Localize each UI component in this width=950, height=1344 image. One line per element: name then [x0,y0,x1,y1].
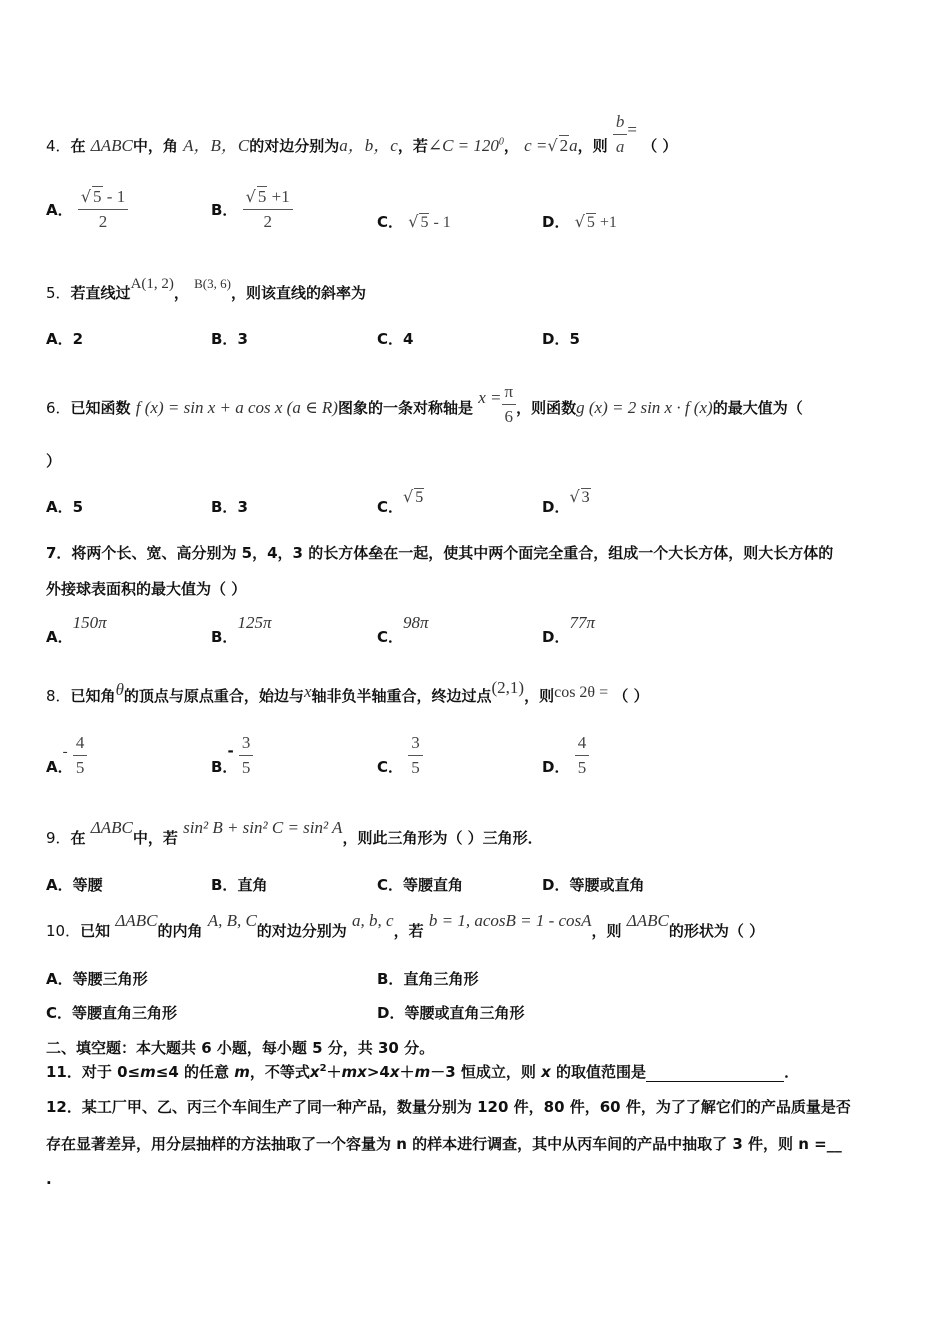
question-number: 8． [46,687,71,705]
math-axis-fraction: $\frac{\pi}{6}$ [502,382,517,427]
question-number: 10． [46,922,81,940]
math-triangle: ΔABC [90,818,133,837]
question-11: 11．对于 0≤m≤4 的任意 m，不等式$x^2+mx>4x+m-3$ 恒成立，则 x 的取值范围是 ． [46,1063,800,1081]
answer-blank[interactable] [646,1063,784,1082]
q6-option-c[interactable]: C．√ 5 [377,487,424,516]
math-point-a: A(1, 2) [130,276,174,292]
question-12-line-1: 12．某工厂甲、乙、丙三个车间生产了同一种产品，数量分别为 120 件，80 件，60 件，为了了解它们的产品质量是否 [46,1098,851,1116]
q5-option-a[interactable]: A．2 [46,330,84,348]
q6-option-a[interactable]: A．5 [46,498,84,516]
q9-option-c[interactable]: C．等腰直角 [377,876,464,894]
q7-option-a[interactable]: A．150π [46,613,107,646]
q6-option-b[interactable]: B．3 [211,498,248,516]
q10-option-c[interactable]: C．等腰直角三角形 [46,1004,178,1022]
q9-option-b[interactable]: B．直角 [211,876,268,894]
q4-option-a[interactable]: A． $\frac{√ 5 - 1}{2}$ [46,186,128,232]
q10-option-a[interactable]: A．等腰三角形 [46,970,148,988]
q5-option-d[interactable]: D．5 [542,330,580,348]
math-condition-2: c =√ 2a [524,136,578,155]
q7-option-d[interactable]: D．77π [542,613,595,646]
q10-option-d[interactable]: D．等腰或直角三角形 [377,1004,525,1022]
math-ratio: $\frac{b}{a}$ [613,112,628,157]
q5-option-b[interactable]: B．3 [211,330,248,348]
question-12-line-2: 存在显著差异，用分层抽样的方法抽取了一个容量为 n 的样本进行调查，其中从丙车间的产品中抽取了 3 件，则 n =__ [46,1135,842,1153]
math-expression: sin² B + sin² C = sin² A [183,818,343,837]
question-12-line-3: . [46,1170,52,1188]
question-number: 9． [46,829,71,847]
q8-option-d[interactable]: D． $\frac{4}{5}$ [542,733,589,778]
question-9: 9．在 ΔABC中，若 sin² B + sin² C = sin² A，则此三角形为（ ）三角形． [46,818,543,847]
q7-option-b[interactable]: B．125π [211,613,272,646]
q10-option-b[interactable]: B．直角三角形 [377,970,479,988]
q8-option-c[interactable]: C． $\frac{3}{5}$ [377,733,423,778]
math-angles: A，B，C [183,136,250,155]
math-triangle: ΔABC [90,136,133,155]
math-condition: b = 1, acosB = 1 - cosA [428,911,592,930]
question-number: 4． [46,137,71,155]
question-7-line-2: 外接球表面积的最大值为（ ） [46,580,247,598]
q4-option-c[interactable]: C． √ 5 - 1 [377,212,451,231]
math-function-g: g (x) = 2 sin x · f (x) [576,398,713,417]
question-10: 10．已知 ΔABC的内角 A, B, C的对边分别为 a, b, c，若 b = 1, acosB = 1 - cosA，则 ΔABC的形状为（ ） [46,911,765,940]
math-function-f: f (x) = sin x + a cos x (a ∈ R) [135,398,338,417]
question-6: 6．已知函数 f (x) = sin x + a cos x (a ∈ R)图象的一条对称轴是 x = $\frac{\pi}{6}$ ，则函数g (x) = 2 sin x · f (x)的最大值为（ [46,382,803,426]
math-expression: cos 2θ = [554,684,609,701]
q8-option-a[interactable]: A．- $\frac{4}{5}$ [46,733,87,778]
question-4: 4．在 ΔABC中，角 A，B，C的对边分别为a，b，c，若∠C = $120^0$， c =√ 2a，则 $\frac{b}{a}$ = （ ） [46,112,678,156]
q8-option-b[interactable]: B．- $\frac{3}{5}$ [211,733,253,778]
section-heading: 二、填空题：本大题共 6 小题，每小题 5 分，共 30 分。 [46,1039,435,1057]
question-number: 5． [46,284,71,302]
math-sides: a，b，c [339,136,398,155]
q7-option-c[interactable]: C．98π [377,613,429,646]
q4-option-d[interactable]: D． √ 5 +1 [542,212,617,231]
q9-option-d[interactable]: D．等腰或直角 [542,876,645,894]
math-condition: ∠C = $120^0$ [427,136,504,155]
question-5: 5．若直线过A(1, 2)， B(3, 6)，则该直线的斜率为 [46,276,366,302]
question-8: 8．已知角θ的顶点与原点重合，始边与x轴非负半轴重合，终边过点(2,1)，则cos 2θ = （ ） [46,678,649,705]
q4-option-b[interactable]: B． $\frac{√ 5 +1}{2}$ [211,186,293,232]
math-point-b: B(3, 6) [194,276,231,291]
question-number: 6． [46,399,71,417]
q5-option-c[interactable]: C．4 [377,330,414,348]
question-7-line-1: 7．将两个长、宽、高分别为 5，4，3 的长方体垒在一起，使其中两个面完全重合，组成一个大长方体，则大长方体的 [46,544,834,562]
q9-option-a[interactable]: A．等腰 [46,876,103,894]
q6-option-d[interactable]: D．√ 3 [542,487,590,516]
